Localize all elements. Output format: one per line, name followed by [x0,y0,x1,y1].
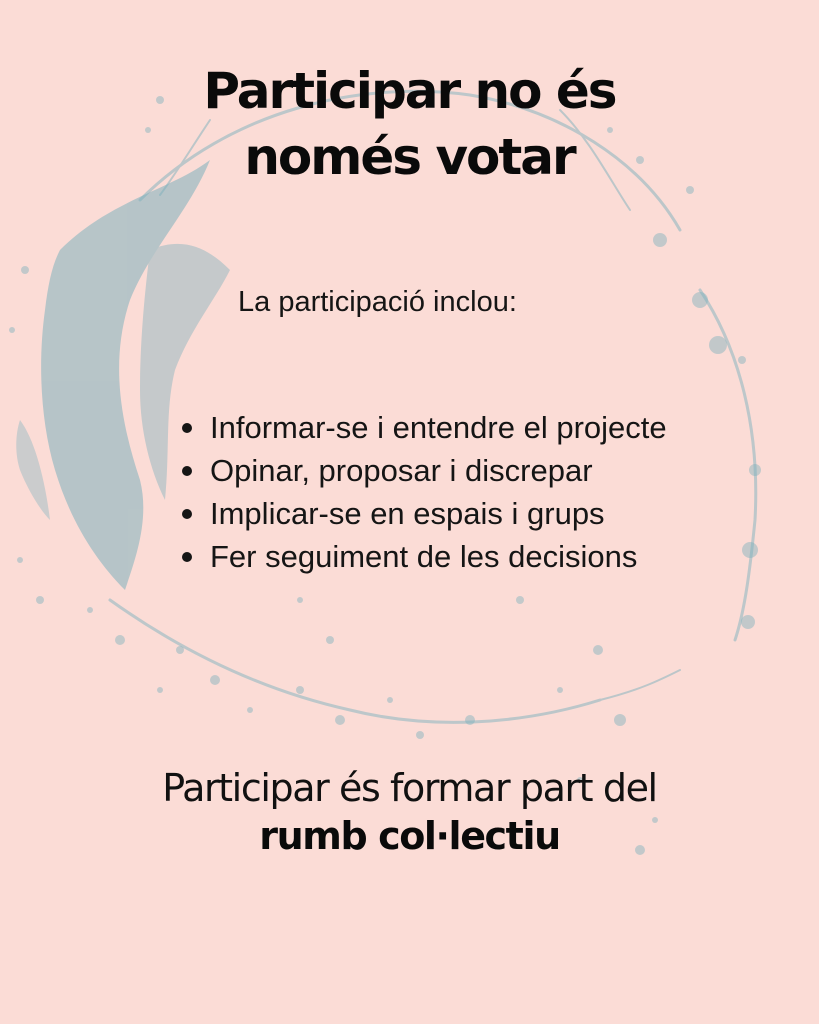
closing-line-2: rumb col·lectiu [259,814,560,858]
list-item-text: Implicar-se en espais i grups [210,496,605,531]
page-title [0,58,819,190]
list-item-text: Informar-se i entendre el projecte [210,410,667,445]
title-line-1: Participar no és [203,62,616,120]
bullet-icon [182,552,192,562]
list-item [180,492,667,535]
bullet-icon [182,466,192,476]
list-item [180,406,667,449]
bullet-icon [182,423,192,433]
bullet-icon [182,509,192,519]
title-line-2: només votar [244,128,575,186]
list-item-text: Opinar, proposar i discrepar [210,453,593,488]
closing-line-1: Participar és formar part del [162,766,657,810]
participation-list [180,406,667,578]
closing-statement [0,764,819,860]
list-item-text: Fer seguiment de les decisions [210,539,638,574]
list-item [180,449,667,492]
list-item [180,535,667,578]
intro-text: La participació inclou: [238,286,517,318]
